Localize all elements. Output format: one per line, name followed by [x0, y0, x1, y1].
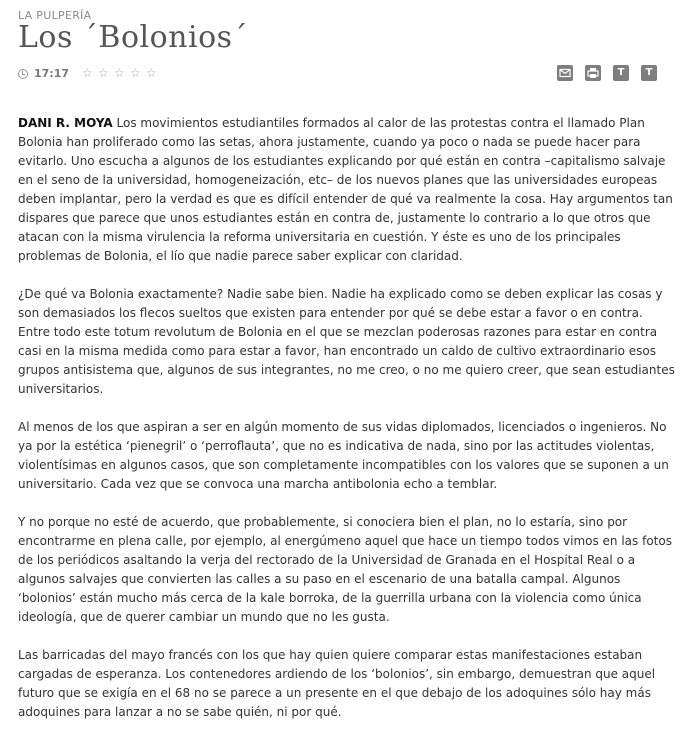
text-decrease-icon[interactable]: T [641, 65, 657, 81]
article-tools [557, 65, 657, 81]
print-icon[interactable] [585, 65, 601, 81]
section-label: LA PULPERÍA [18, 9, 92, 22]
author-name: DANI R. MOYA [18, 116, 113, 130]
article-meta [18, 66, 158, 80]
star-icon[interactable]: ☆ [98, 65, 109, 80]
clock-icon [18, 69, 28, 79]
article-body [18, 114, 678, 741]
page-title: Los ´Bolonios´ [18, 20, 249, 55]
star-icon[interactable]: ☆ [146, 65, 157, 80]
article-paragraph: Y no porque no esté de acuerdo, que probablemente, si conociera bien el plan, no lo estaría, sino por encontrarme en plena calle, por ejemplo, al energúmeno aquel que hace un tiempo todos vimos en las fotos de los periódicos asaltando la verja del rectorado de la Universidad de Granada en el Hospital Real o a algunos salvajes que convierten las calles a su paso en el escenario de una batalla campal. Algunos ‘bolonios’ están mucho más cerca de la kale borroka, de la guerrilla urbana con la violencia como única ideología, que de querer cambiar un mundo que no les gusta. [18, 515, 672, 624]
article-paragraph: DANI R. MOYA Los movimientos estudiantiles formados al calor de las protestas contra el llamado Plan Bolonia han proliferado como las setas, ahora justamente, cuando ya poco o nada se puede hacer para evitarlo. Uno escucha a algunos de los estudiantes explicando por qué están en contra –capitalismo salvaje en el seno de la universidad, homogeneización, etc– de los nuevos planes que las universidades europeas deben implantar, pero la verdad es que es difícil entender de qué va realmente la cosa. Hay argumentos tan dispares que parece que unos estudiantes están en contra de, justamente lo contrario a lo que otros que atacan con la misma virulencia la reforma universitaria en cuestión. Y éste es uno de los principales problemas de Bolonia, el lío que nadie parece saber explicar con claridad. [18, 116, 673, 263]
star-icon[interactable]: ☆ [130, 65, 141, 80]
publish-time: 17:17 [34, 66, 70, 80]
article-paragraph: Las barricadas del mayo francés con los que hay quien quiere comparar estas manifestaciones estaban cargadas de esperanza. Los contenedores ardiendo de los ‘bolonios’, sin embargo, demuestran que aquel futuro que se exigía en el 68 no se parece a un presente en el que debajo de los adoquines sólo hay más adoquines para lanzar a no se sabe quién, ni por qué. [18, 648, 656, 719]
article-paragraph: Al menos de los que aspiran a ser en algún momento de sus vidas diplomados, licenciados o ingenieros. No ya por la estética ‘pienegril’ o ‘perroflauta’, que no es indicativa de nada, sino por las actitudes violentas, violentísimas en algunos casos, que son completamente incompatibles con los valores que se suponen a un universitario. Cada vez que se convoca una marcha antibolonia echo a temblar. [18, 420, 669, 491]
email-icon[interactable] [557, 65, 573, 81]
text-increase-icon[interactable]: T [613, 65, 629, 81]
star-icon[interactable]: ☆ [82, 65, 93, 80]
star-icon[interactable]: ☆ [114, 65, 125, 80]
article-paragraph: ¿De qué va Bolonia exactamente? Nadie sabe bien. Nadie ha explicado como se deben explicar las cosas y son demasiados los flecos sueltos que existen para entender por qué se debe estar a favor o en contra. Entre todo este totum revolutum de Bolonia en el que se mezclan poderosas razones para estar en contra casi en la misma medida como para estar a favor, han encontrado un caldo de cultivo extraordinario esos grupos antisistema que, algunos de sus integrantes, no me creo, o no me quiero creer, que sean estudiantes universitarios. [18, 287, 675, 396]
rating-stars[interactable] [81, 67, 158, 80]
